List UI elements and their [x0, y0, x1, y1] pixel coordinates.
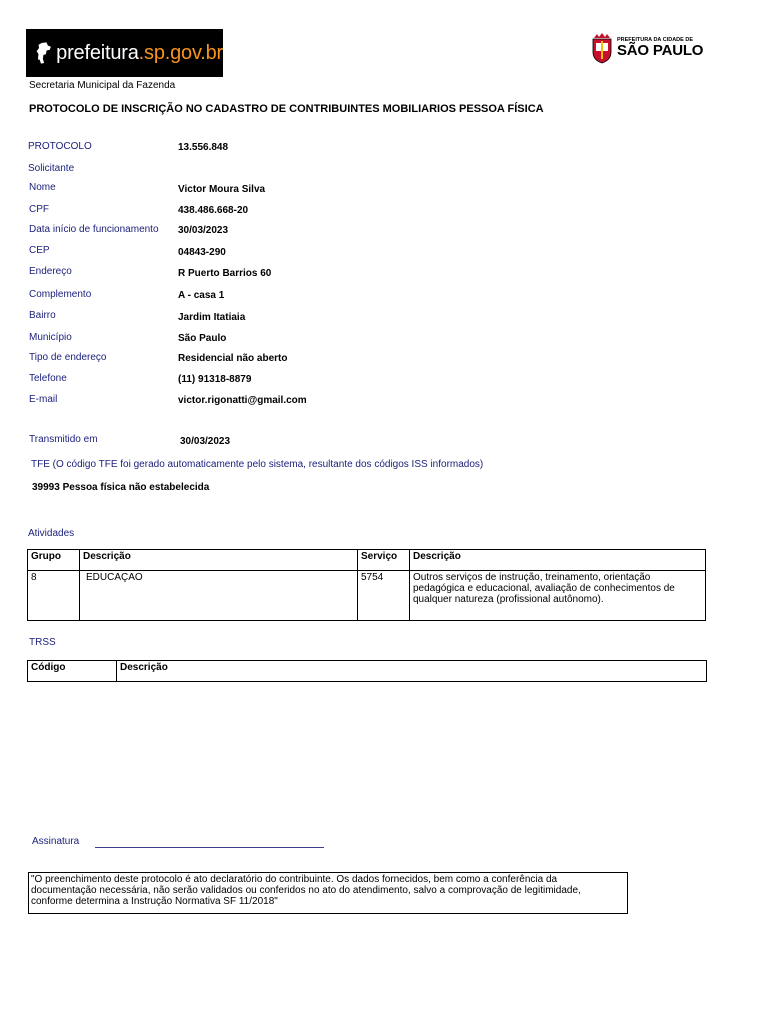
declaration-notice: "O preenchimento deste protocolo é ato declaratório do contribuinte. Os dados fornecidos, bem como a conferência da documentação necessária, não serão validados ou conferidos no ato do atendimento, salvo a comprovação de legitimidade, conforme determina a Instrução Normativa SF 11/2018" [28, 872, 628, 914]
field-value-bairro: Jardim Itatiaia [178, 312, 246, 323]
atividades-label: Atividades [28, 528, 75, 539]
field-label-endereco: Endereço [29, 266, 72, 277]
cell-servico: 5754 [358, 571, 410, 621]
field-value-endereco: R Puerto Barrios 60 [178, 268, 272, 279]
city-coat-of-arms-icon [591, 32, 613, 64]
sao-paulo-city-logo [591, 31, 711, 65]
table-row [28, 571, 706, 621]
atividades-table [27, 549, 706, 621]
field-label-data-inicio: Data início de funcionamento [29, 224, 159, 235]
protocolo-label: PROTOCOLO [28, 141, 92, 152]
field-value-complemento: A - casa 1 [178, 290, 225, 301]
page-title: PROTOCOLO DE INSCRIÇÃO NO CADASTRO DE CONTRIBUINTES MOBILIARIOS PESSOA FÍSICA [29, 103, 544, 115]
table-header-row [28, 661, 707, 682]
protocolo-value: 13.556.848 [178, 142, 229, 153]
prefeitura-logo[interactable] [26, 29, 223, 77]
tfe-label: TFE (O código TFE foi gerado automaticamente pelo sistema, resultante dos códigos ISS informados) [31, 459, 484, 470]
table-header-row [28, 550, 706, 571]
trss-label: TRSS [29, 637, 56, 648]
field-value-tipo-endereco: Residencial não aberto [178, 353, 288, 364]
field-value-cpf: 438.486.668-20 [178, 205, 249, 216]
transmitido-label: Transmitido em [29, 434, 98, 445]
field-label-municipio: Município [29, 332, 72, 343]
assinatura-label: Assinatura [32, 836, 80, 847]
prefeitura-logo-text: prefeitura.sp.gov.br [56, 41, 223, 64]
header-codigo: Código [28, 661, 117, 682]
field-label-nome: Nome [29, 182, 56, 193]
field-label-cep: CEP [29, 245, 50, 256]
cell-grupo: 8 [28, 571, 80, 621]
sao-paulo-map-icon [36, 35, 52, 71]
solicitante-label: Solicitante [28, 163, 75, 174]
header-descricao: Descrição [117, 661, 707, 682]
field-label-complemento: Complemento [29, 289, 92, 300]
tfe-value: 39993 Pessoa física não estabelecida [32, 482, 210, 493]
field-label-email: E-mail [29, 394, 58, 405]
field-value-email: victor.rigonatti@gmail.com [178, 395, 307, 406]
city-logo-main-text: SÃO PAULO [617, 42, 704, 59]
field-label-bairro: Bairro [29, 310, 56, 321]
city-logo-top-text: PREFEITURA DA CIDADE DE [617, 37, 693, 43]
cell-descricao: EDUCAÇAO [80, 571, 358, 621]
field-label-telefone: Telefone [29, 373, 67, 384]
field-value-nome: Victor Moura Silva [178, 184, 266, 195]
field-value-municipio: São Paulo [178, 333, 227, 344]
header-descricao: Descrição [80, 550, 358, 571]
field-value-cep: 04843-290 [178, 247, 226, 258]
header-descricao-servico: Descrição [410, 550, 706, 571]
cell-descricao-servico: Outros serviços de instrução, treinamento, orientação pedagógica e educacional, avaliação de conhecimentos de qualquer natureza (profissional autônomo). [410, 571, 706, 621]
trss-table [27, 660, 707, 682]
secretaria-label: Secretaria Municipal da Fazenda [29, 80, 176, 91]
transmitido-value: 30/03/2023 [180, 436, 231, 447]
header-grupo: Grupo [28, 550, 80, 571]
header-servico: Serviço [358, 550, 410, 571]
field-label-tipo-endereco: Tipo de endereço [29, 352, 107, 363]
field-value-data-inicio: 30/03/2023 [178, 225, 229, 236]
field-label-cpf: CPF [29, 204, 49, 215]
signature-line [95, 847, 324, 848]
field-value-telefone: (11) 91318-8879 [178, 374, 252, 385]
